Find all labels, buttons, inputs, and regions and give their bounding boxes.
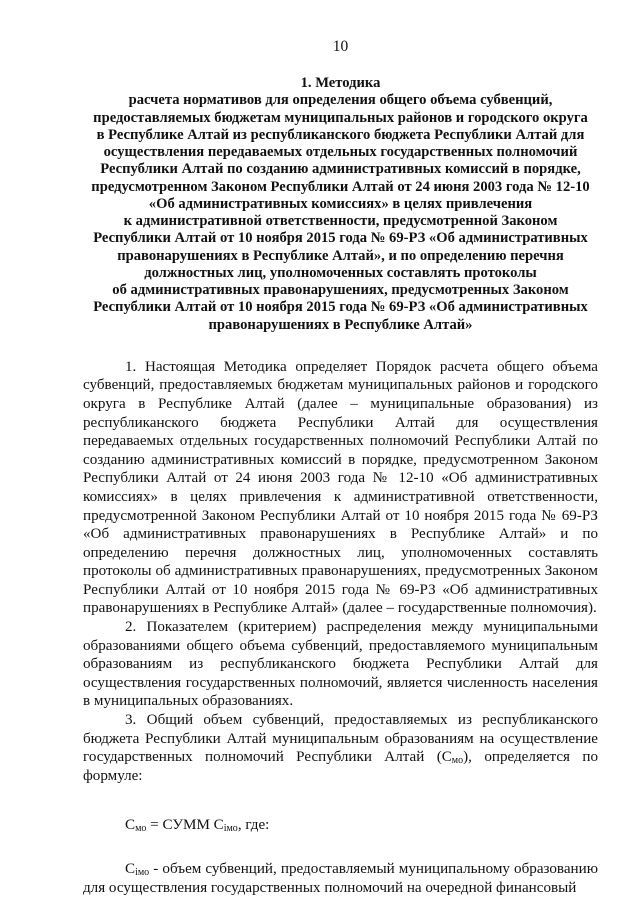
heading-line: об административных правонарушениях, предусмотренных Законом bbox=[112, 282, 569, 298]
heading-line: правонарушениях в Республике Алтай», и по определению перечня bbox=[117, 247, 564, 264]
heading-line: предоставляемых бюджетам муниципальных районов и городского округа bbox=[93, 109, 588, 126]
subscript: iмо bbox=[223, 823, 238, 835]
heading-line: Республики Алтай по созданию административных комиссий в порядке, bbox=[100, 161, 581, 178]
paragraph-1: 1. Настоящая Методика определяет Порядок расчета общего объема субвенций, предоставляемых бюджетам муниципальных районов и городского округа в Республике Алтай (далее – муниципальные образования) из республиканского бюджета Республики Алтай для осуществления передаваемых отдельных государственных полномочий Республики Алтай по созданию административных комиссий в порядке, предусмотренном Законом Республики Алтай от 24 июня 2003 года № 12-10 «Об административных комиссиях» в целях привлечения к административной ответственности, предусмотренной Законом Республики Алтай от 10 ноября 2015 года № 69-РЗ «Об административных правонарушениях в Республике Алтай» и по определению перечня должностных лиц, уполномоченных составлять протоколы об административных правонарушениях, предусмотренных Законом Республики Алтай от 10 ноября 2015 года № 69-РЗ «Об административных правонарушениях в Республике Алтай» (далее – государственные полномочия). bbox=[83, 358, 598, 617]
subscript: iмо bbox=[135, 867, 150, 878]
formula bbox=[83, 816, 598, 835]
paragraph-3-end: ), определяется по формуле: bbox=[83, 749, 598, 784]
heading-line: правонарушениях в Республике Алтай» bbox=[208, 316, 473, 333]
definition-symbol: С bbox=[125, 861, 136, 877]
heading-line: предусмотренном Законом Республики Алтай от 24 июня 2003 года № 12-10 bbox=[91, 178, 590, 195]
definition-paragraph bbox=[83, 860, 598, 897]
heading-line: к административной ответственности, предусмотренной Законом bbox=[123, 213, 558, 229]
paragraph-3 bbox=[83, 711, 598, 785]
heading-line: Республики Алтай от 10 ноября 2015 года № 69-РЗ «Об административных bbox=[93, 230, 588, 247]
formula-middle: = СУММ С bbox=[146, 817, 224, 834]
heading-line: в Республике Алтай из республиканского бюджета Республики Алтай для bbox=[96, 126, 585, 143]
formula-tail: , где: bbox=[237, 817, 270, 834]
heading-line: Республики Алтай от 10 ноября 2015 года № 69-РЗ «Об административных bbox=[93, 299, 588, 316]
heading-line: расчета нормативов для определения общего объема субвенций, bbox=[128, 92, 553, 109]
definition-text: - объем субвенций, предоставляемый муниципальному образованию для осуществления государственных полномочий на очередной финансовый bbox=[83, 861, 598, 896]
heading-line: должностных лиц, уполномоченных составлять протоколы bbox=[144, 264, 537, 281]
subscript: мо bbox=[451, 755, 464, 767]
paragraph-3-text: 3. Общий объем субвенций, предоставляемых из республиканского бюджета Республики Алтай муниципальным образованиям на осуществление государственных полномочий Республики Алтай (С bbox=[83, 712, 598, 766]
heading-line: «Об административных комиссиях» в целях привлечения bbox=[148, 195, 533, 212]
subscript: мо bbox=[135, 823, 147, 835]
heading-line: осуществления передаваемых отдельных государственных полномочий bbox=[103, 144, 578, 160]
heading-line: 1. Методика bbox=[300, 75, 381, 91]
paragraph-2: 2. Показателем (критерием) распределения между муниципальными образованиями общего объема субвенций, предоставляемого муниципальным образованиям из республиканского бюджета Республики Алтай для осуществления государственных полномочий, является численность населения в муниципальных образованиях. bbox=[83, 619, 598, 710]
page-number: 10 bbox=[332, 38, 349, 55]
document-body bbox=[83, 358, 598, 786]
methodology-heading bbox=[83, 75, 598, 334]
formula-lhs: С bbox=[125, 817, 136, 834]
